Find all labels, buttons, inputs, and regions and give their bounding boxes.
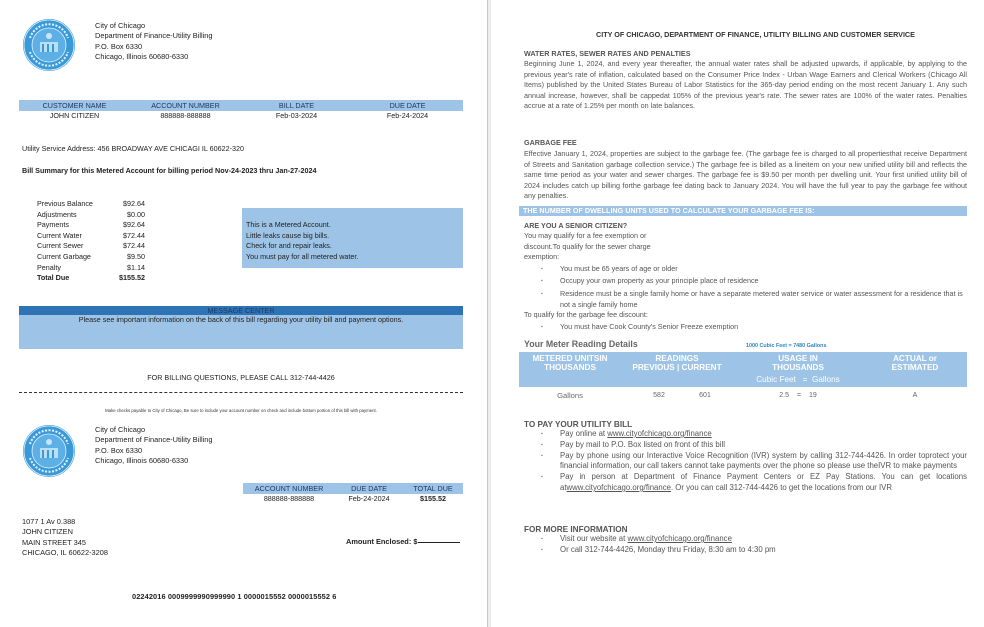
bill-summary-list [37,199,145,284]
bullet-text: Visit our website at [560,534,628,543]
pay-heading: TO PAY YOUR UTILITY BILL [524,420,633,429]
list-item: ▪ You must have Cook County's Senior Freeze exemption [524,322,967,333]
garbage-fee-body: Effective January 1, 2024, properties are subject to the garbage fee. (The garbage fee is charged to all propertiesthat receive Department of Streets and Sanitation garbage collection service.) The garbage fee is billed as a lineitem on your new unified utility bill and reflects the same time period as your water and sewer charges. The garbage fee is $9.50 per month per dwelling unit. Your first unified utility bill of 2024 includes catch up billing forthe garbage fee dating back to January 2024. You will have the full year to pay the garbage fee without any penalties. [524,149,967,201]
message-center [19,306,463,349]
finance-link[interactable]: www.cityofchicago.org/finance [607,429,712,438]
sender-line-2: Department of Finance-Utility Billing [95,435,213,445]
sender-line-3: P.O. Box 6330 [95,41,143,51]
mailing-line-3: MAIN STREET 345 [22,537,86,547]
header-usage [733,352,863,387]
stub-header-due-date: DUE DATE [351,483,387,493]
senior-intro-1: You may qualify for a fee exemption or [524,231,647,240]
stub-header-account-number: ACCOUNT NUMBER [254,483,324,493]
header-line: THOUSANDS [544,363,596,373]
meter-current: 601 [699,391,711,399]
mailing-line-2: JOHN CITIZEN [22,527,73,537]
summary-row-total-due [37,273,145,284]
bullet-text: Pay in person at Department of Finance Payment Centers or EZ Pay Stations. You can get locations at [560,472,967,492]
mailing-address [22,517,108,558]
list-item [524,472,967,494]
summary-value: $92.64 [123,220,145,230]
note-line-1: This is a Metered Account. [246,220,331,229]
summary-row-previous-balance [37,199,145,210]
sender-line-4: Chicago, Illinois 60680-6330 [95,455,189,465]
header-line: USAGE IN [778,354,818,363]
dwelling-units-bar: THE NUMBER OF DWELLING UNITS USED TO CALCULATE YOUR GARBAGE FEE IS: [519,206,967,216]
info-table-row [19,111,463,122]
stub-table-row [243,494,463,505]
water-rates-body: Beginning June 1, 2024, and every year thereafter, the annual water rates shall be adjusted upwards, if applicable, by applying to the previous year's rate of inflation, calculated based on the Consumer Price Index - Urban Wage Earners and Clerical Workers (Chicago All Items) published by the United States Bureau of Labor Statistics for the 365-day period ending on the most recent January 1. Any such annual increase, however, shall be cappedat 105% of the previous year's rate. The sewer rates are 100% of the water rates. Penalties accrue at a rate of 1.25% per month on late balances. [524,59,967,111]
stub-due-date: Feb-24-2024 [348,494,390,504]
message-center-title: MESSAGE CENTER [19,306,463,315]
info-table-header [19,100,463,111]
summary-label: Current Water [37,230,82,240]
header-line: ACTUAL or [893,354,937,363]
header-metered-units [519,352,621,387]
summary-value: $92.64 [123,199,145,208]
garbage-fee-heading: GARBAGE FEE [524,138,577,147]
header-readings [621,352,733,387]
finance-link[interactable]: www.cityofchicago.org/finance [627,534,732,543]
summary-label: Payments [37,220,69,230]
mailing-line-4: CHICAGO, IL 60622-3208 [22,547,108,557]
header-line: THOUSANDS [772,363,824,373]
header-line: PREVIOUS | CURRENT [632,363,722,373]
customer-name: JOHN CITIZEN [49,111,100,121]
summary-label: Total Due [37,273,70,283]
header-line: Cubic Feet = Gallons [756,374,840,384]
pay-bill-section [524,420,967,494]
note-line-3: Check for and repair leaks. [246,241,332,251]
header-line: METERED UNITSIN [532,354,608,363]
amount-enclosed-field[interactable] [418,542,460,543]
pay-options-list [524,429,967,494]
sender-line-1: City of Chicago [95,21,146,30]
summary-label: Adjustments [37,209,77,219]
bill-front-page [0,0,487,627]
note-line-4: You must pay for all metered water. [246,251,359,261]
back-page-title: CITY OF CHICAGO, DEPARTMENT OF FINANCE, UTILITY BILLING AND CUSTOMER SERVICE [596,30,915,39]
list-item [524,534,967,545]
summary-row-current-garbage [37,252,145,263]
summary-row-payments [37,220,145,231]
customer-info-table [19,100,463,121]
chicago-seal-icon [22,18,76,72]
usage-gallons: 19 [808,391,817,399]
usage-equals: = [796,391,802,399]
bullet-text: . Or you can call 312-744-4426 to get the locations from our IVR [670,482,892,492]
meter-reading-table [519,352,967,403]
senior-intro-2: discount.To qualify for the sewer charge [524,241,651,251]
meter-unit: Gallons [557,390,583,400]
table-row [519,387,967,403]
chicago-seal-icon [22,424,76,478]
metered-account-note [242,208,463,268]
header-actual-estimated [863,352,967,387]
summary-label: Penalty [37,262,61,272]
senior-intro-3: exemption: [524,252,560,262]
list-item: ▪ Or call 312-744-4426, Monday thru Friday, 8:30 am to 4:30 pm [524,545,967,556]
header-due-date: DUE DATE [389,100,426,110]
header-line: ESTIMATED [891,363,939,373]
meter-table-header [519,352,967,387]
account-number: 888888-888888 [160,111,211,121]
city-seal-logo [22,18,76,77]
billing-questions: FOR BILLING QUESTIONS, PLEASE CALL 312-744-4426 [147,373,335,382]
summary-label: Current Garbage [37,251,91,261]
summary-value: $9.50 [127,251,145,261]
summary-row-adjustments [37,210,145,221]
summary-value: $0.00 [127,209,145,219]
list-item: ▪ Pay by mail to P.O. Box listed on front of this bill [524,440,967,451]
amount-enclosed-label: Amount Enclosed: $ [346,537,418,546]
summary-value: $1.14 [127,262,145,272]
bullet-text: Pay online at [560,429,608,438]
summary-label: Current Sewer [37,241,84,251]
stub-table-header [243,483,463,494]
senior-heading: ARE YOU A SENIOR CITIZEN? [524,221,628,230]
summary-row-current-sewer [37,241,145,252]
list-item: ▪ You must be 65 years of age or older [524,264,967,275]
mailing-line-1: 1077 1 Av 0.388 [22,517,76,526]
summary-label: Previous Balance [37,199,93,208]
summary-row-penalty [37,263,145,274]
scan-line: 02242016 0009999990999990 1 0000015552 0000015552 6 [132,592,337,601]
checks-payable-note: Make checks payable to City of Chicago, Be sure to include your account number on check and include bottom portion of this bill with payment. [105,408,377,413]
note-line-2: Little leaks cause big bills. [246,230,330,240]
summary-value: $72.44 [123,230,145,240]
summary-value: $155.52 [119,273,145,283]
meter-usage [733,392,863,399]
summary-value: $72.44 [123,241,145,251]
sender-line-3: P.O. Box 6330 [95,445,143,455]
list-item: ▪ Pay by phone using our Interactive Voice Recognition (IVR) system by calling 312-744-4426. In order toprotect your financial information, our call takers cannot take payments over the phone so please use theIVR to make payments [524,451,967,473]
bill-summary-title: Bill Summary for this Metered Account for billing period Nov-24-2023 thru Jan-27-2024 [22,166,317,175]
meter-reading-title: Your Meter Reading Details [524,339,638,349]
header-account-number: ACCOUNT NUMBER [151,100,220,110]
sender-line-4: Chicago, Illinois 60680-6330 [95,51,189,61]
finance-link[interactable]: www.cityofchicago.org/finance [566,482,671,492]
sewer-exemption-list [524,264,967,310]
tear-off-line [19,392,463,393]
garbage-fee-section [524,138,967,202]
meter-conversion-note: 1000 Cubic Feet = 7480 Gallons [746,343,827,349]
stub-header-total-due: TOTAL DUE [413,483,453,493]
meter-previous: 582 [653,391,665,399]
garbage-discount-intro: To qualify for the garbage fee discount: [524,310,648,320]
amount-enclosed [346,537,460,546]
more-info-section [524,525,967,556]
header-line: READINGS [655,354,699,363]
list-item [524,429,967,440]
senior-citizen-section [524,221,967,332]
bill-date: Feb-03-2024 [275,111,318,121]
water-rates-heading: WATER RATES, SEWER RATES AND PENALTIES [524,49,691,58]
water-rates-section [524,49,967,112]
message-center-body: Please see important information on the back of this bill regarding your utility bill and payment options. [78,315,404,324]
header-bill-date: BILL DATE [278,100,315,110]
meter-actual-estimated: A [912,391,918,399]
usage-cubic-feet: 2.5 [779,391,789,399]
stub-sender-address [95,425,212,466]
sender-line-1: City of Chicago [95,425,146,434]
summary-row-current-water [37,231,145,242]
list-item: ▪ Occupy your own property as your principle place of residence [524,276,967,287]
service-address: Utility Service Address: 456 BROADWAY AVE CHICAGI IL 60622-320 [22,144,244,153]
garbage-discount-list [524,322,967,333]
city-seal-logo-stub [22,424,76,483]
sender-line-2: Department of Finance-Utility Billing [95,31,213,41]
payment-stub-table [243,483,463,504]
due-date: Feb-24-2024 [386,111,429,121]
stub-total-due: $155.52 [420,494,446,504]
stub-account-number: 888888-888888 [263,494,315,504]
more-info-list [524,534,967,556]
header-customer-name: CUSTOMER NAME [42,100,107,110]
list-item: ▪ Residence must be a single family home or have a separate metered water service or water assessment for a residence that is not a single family home [524,289,967,310]
more-info-heading: FOR MORE INFORMATION [524,525,628,534]
sender-address [95,21,212,62]
